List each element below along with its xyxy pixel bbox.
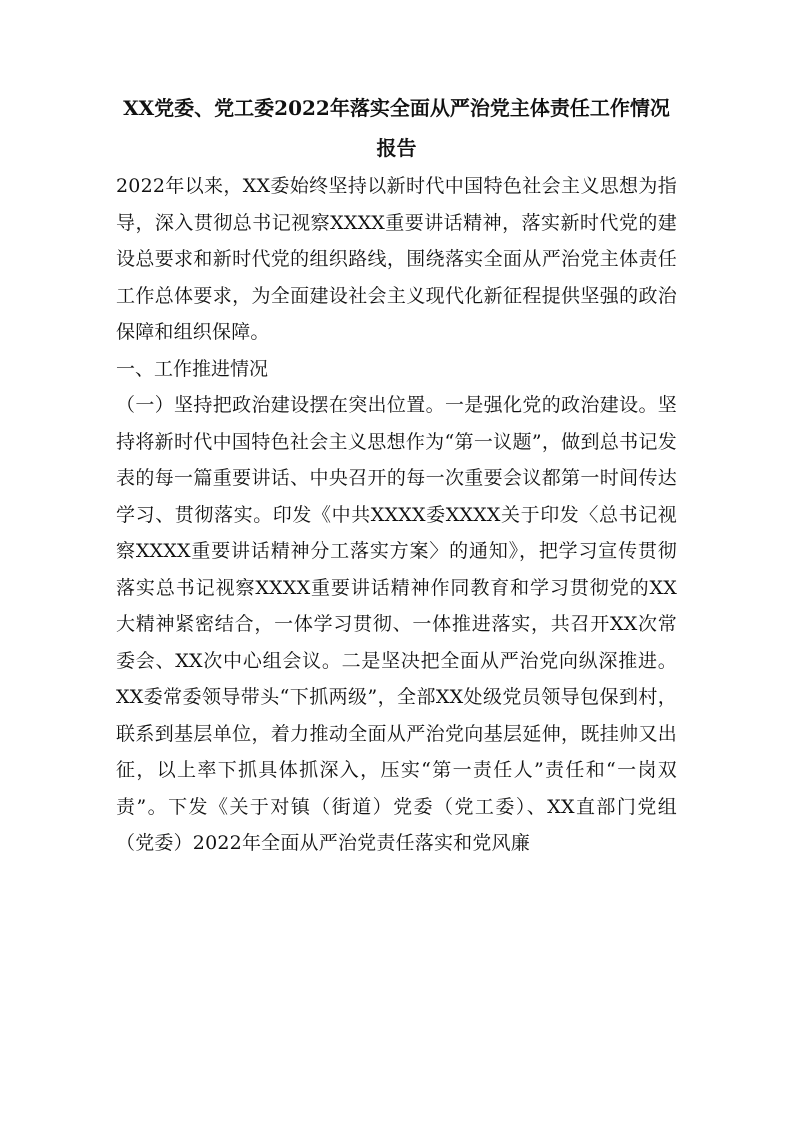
body-paragraph: （一）坚持把政治建设摆在突出位置。一是强化党的政治建设。坚持将新时代中国特色社会主义思想作为“第一议题”，做到总书记发表的每一篇重要讲话、中央召开的每一次重要会议都第一时间传达学习、贯彻落实。印发《中共XXXX委XXXX关于印发〈总书记视察XXXX重要讲话精神分工落实方案〉的通知》，把学习宣传贯彻落实总书记视察XXXX重要讲话精神作同教育和学习贯彻党的XX大精神紧密结合，一体学习贯彻、一体推进落实，共召开XX次常委会、XX次中心组会议。二是坚决把全面从严治党向纵深推进。XX委常委领导带头“下抓两级”，全部XX处级党员领导包保到村，联系到基层单位，着力推动全面从严治党向基层延伸，既挂帅又出征，以上率下抓具体抓深入，压实“第一责任人”责任和“一岗双责”。下发《关于对镇（街道）党委（党工委）、XX直部门党组（党委）2022年全面从严治党责任落实和党风廉 [116, 394, 677, 854]
intro-paragraph: 2022年以来，XX委始终坚持以新时代中国特色社会主义思想为指导，深入贯彻总书记视察XXXX重要讲话精神，落实新时代党的建设总要求和新时代党的组织路线，围绕落实全面从严治党主体责任工作总体要求，为全面建设社会主义现代化新征程提供坚强的政治保障和组织保障。 [116, 175, 677, 343]
document-title: XX党委、党工委2022年落实全面从严治党主体责任工作情况报告 [123, 96, 670, 160]
section-heading: 一、工作推进情况 [116, 357, 269, 380]
